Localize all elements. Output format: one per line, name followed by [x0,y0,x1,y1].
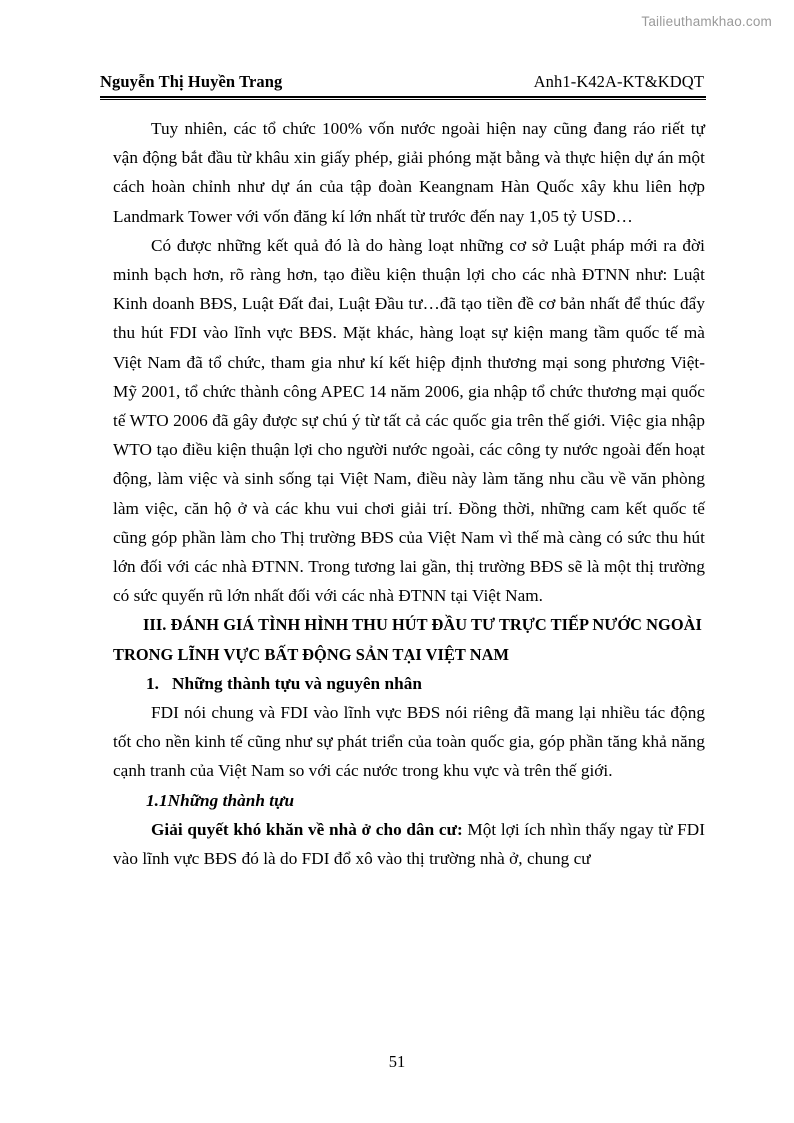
section-heading-line-2: TRONG LĨNH VỰC BẤT ĐỘNG SẢN TẠI VIỆT NAM [113,644,510,664]
subsubsection-heading-1-1: 1.1Những thành tựu [146,790,295,810]
site-watermark: Tailieuthamkhao.com [641,14,772,29]
paragraph-housing-body: Một lợi ích nhìn thấy ngay từ FDI vào lĩnh vực BĐS đó là do FDI đổ xô vào thị trường nhà ở, chung cư [113,819,705,869]
header-class-code: Anh1-K42A-KT&KDQT [533,72,704,91]
footer-page-number: 51 [388,1052,406,1071]
paragraph-fdi-benefits: FDI nói chung và FDI vào lĩnh vực BĐS nói riêng đã mang lại nhiều tác động tốt cho nền kinh tế cũng như sự phát triển của toàn quốc gia, góp phần tăng khả năng cạnh tranh của Việt Nam so với các nước trong khu vực và trên thế giới. [113,703,705,781]
running-header [100,72,706,92]
subsection-number: 1. [146,673,159,693]
header-divider-rule [100,96,706,100]
header-author-name: Nguyễn Thị Huyền Trang [100,72,283,91]
section-heading-line-1: III. ĐÁNH GIÁ TÌNH HÌNH THU HÚT ĐẦU TƯ TRỰC TIẾP NƯỚC NGOÀI [143,615,702,635]
paragraph-legal-framework-and-wto: Có được những kết quả đó là do hàng loạt những cơ sở Luật pháp mới ra đời minh bạch hơn, rõ ràng hơn, tạo điều kiện thuận lợi cho các nhà ĐTNN như: Luật Kinh doanh BĐS, Luật Đất đai, Luật Đầu tư…đã tạo tiền đề cơ bản nhất để thúc đẩy thu hút FDI vào lĩnh vực BĐS. Mặt khác, hàng loạt sự kiện mang tầm quốc tế mà Việt Nam đã tổ chức, tham gia như kí kết hiệp định thương mại song phương Việt-Mỹ 2001, tổ chức thành công APEC 14 năm 2006, gia nhập tổ chức thương mại quốc tế WTO 2006 đã gây được sự chú ý từ tất cả các quốc gia trên thế giới. Việc gia nhập WTO tạo điều kiện thuận lợi cho người nước ngoài, các công ty nước ngoài đến hoạt động, làm việc và sinh sống tại Việt Nam, điều này làm tăng nhu cầu về văn phòng làm việc, căn hộ ở và các khu vui chơi giải trí. Đồng thời, những cam kết quốc tế cũng góp phần làm cho Thị trường BĐS của Việt Nam vì thế mà càng có sức thu hút lớn đối với các nhà ĐTNN. Trong tương lai gần, thị trường BĐS sẽ là một thị trường có sức quyến rũ lớn nhất đối với các nhà ĐTNN tại Việt Nam. [113,235,705,606]
document-body [113,114,705,873]
subsection-title: Những thành tựu và nguyên nhân [172,673,422,693]
paragraph-foreign-capital-projects: Tuy nhiên, các tổ chức 100% vốn nước ngoài hiện nay cũng đang ráo riết tự vận động bắt đầu từ khâu xin giấy phép, giải phóng mặt bằng và thực hiện dự án một cách hoàn chỉnh như dự án của tập đoàn Keangnam Hàn Quốc xây khu liên hợp Landmark Tower với vốn đăng kí lớn nhất từ trước đến nay 1,05 tỷ USD… [113,119,705,226]
section-heading-iii [113,610,705,668]
paragraph-housing-solution [113,815,705,873]
paragraph-lead-in-housing: Giải quyết khó khăn về nhà ở cho dân cư: [151,819,463,839]
subsection-heading-1 [113,669,705,698]
